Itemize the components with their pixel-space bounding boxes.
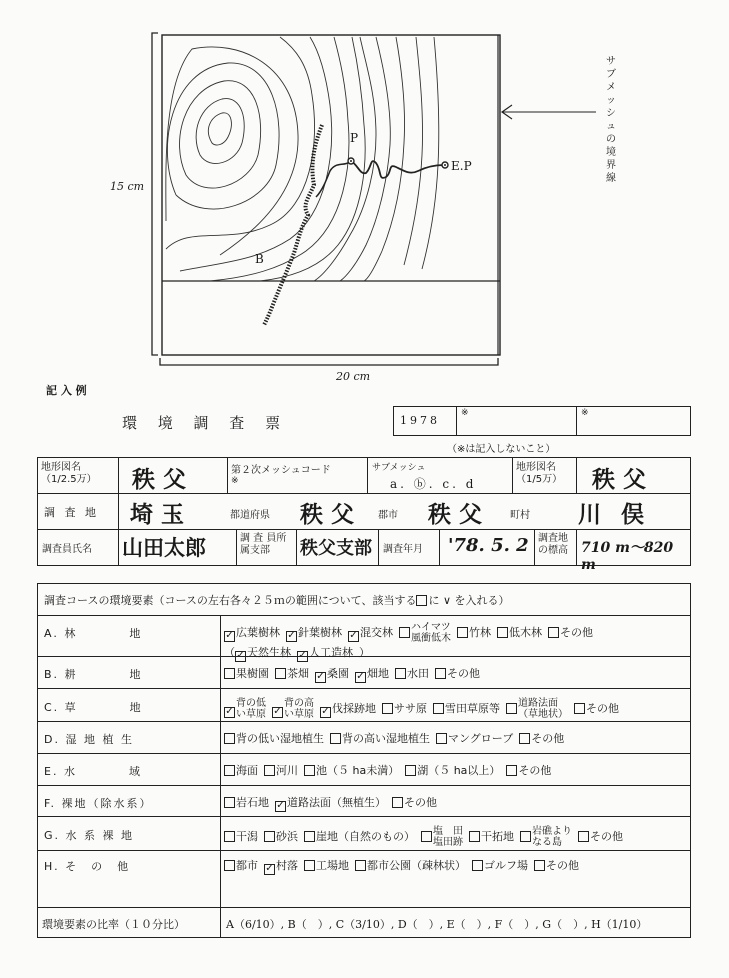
env-row-items xyxy=(224,730,686,746)
env-row-label: B. 耕 地 xyxy=(44,668,143,681)
map-label-ep: E.P xyxy=(451,159,472,173)
env-option[interactable] xyxy=(224,667,269,680)
form-title: 環 境 調 査 票 xyxy=(122,414,289,432)
env-option-label: 混交林 xyxy=(360,626,393,639)
town-value: 秩 父 xyxy=(428,501,483,528)
env-row-items xyxy=(224,857,686,875)
env-option-label-line: 背の低 xyxy=(236,698,266,709)
checkbox-icon[interactable] xyxy=(224,860,235,871)
site-label: 調 査 地 xyxy=(44,506,99,519)
env-option-label: 背の高い湿地植生 xyxy=(342,732,430,745)
checked-checkbox-icon[interactable] xyxy=(275,801,286,812)
ratio-row xyxy=(38,907,690,938)
env-option-label: 畑地 xyxy=(367,667,389,680)
env-option[interactable] xyxy=(534,859,579,872)
env-option-label: 広葉樹林 xyxy=(236,626,280,639)
env-option[interactable] xyxy=(469,830,514,843)
map-name2-value: 秩 父 xyxy=(592,466,647,493)
env-option-label: その他 xyxy=(518,764,552,777)
env-option-label-line: い草原 xyxy=(284,709,314,720)
locality-value: 川 俣 xyxy=(578,501,651,528)
checkbox-icon xyxy=(416,595,427,606)
env-option-label xyxy=(518,698,568,720)
env-option[interactable] xyxy=(304,859,349,872)
env-header-post: に ∨ を入れる） xyxy=(428,594,510,607)
checked-checkbox-icon[interactable] xyxy=(286,631,297,642)
env-option[interactable] xyxy=(355,667,389,680)
env-option-label: 池（５ ha未満） xyxy=(316,764,400,777)
checkbox-icon[interactable] xyxy=(520,831,531,842)
env-option-label: その他 xyxy=(447,667,480,680)
checkbox-icon[interactable] xyxy=(497,627,508,638)
checkbox-icon[interactable] xyxy=(275,668,286,679)
env-option[interactable] xyxy=(433,702,500,715)
env-option[interactable] xyxy=(224,626,280,639)
env-option-label: 針葉樹林 xyxy=(298,626,342,639)
map-width-label: 20 cm xyxy=(336,370,371,383)
year-field: 1978 xyxy=(400,414,440,427)
env-option[interactable] xyxy=(382,702,427,715)
checkbox-icon[interactable] xyxy=(574,703,585,714)
env-option[interactable] xyxy=(519,732,564,745)
env-row-items xyxy=(224,794,686,812)
env-row-items xyxy=(224,698,686,720)
prefecture-suffix: 都道府県 xyxy=(230,510,270,521)
env-option-label: その他 xyxy=(560,626,593,639)
checkbox-icon[interactable] xyxy=(392,797,403,808)
env-option-label xyxy=(284,698,314,720)
env-option-label: マングローブ xyxy=(448,732,514,745)
checkbox-icon[interactable] xyxy=(578,831,589,842)
env-option[interactable] xyxy=(435,667,480,680)
env-option[interactable] xyxy=(574,702,619,715)
env-option-label: その他 xyxy=(404,796,437,809)
env-table xyxy=(37,583,691,938)
checkbox-icon[interactable] xyxy=(304,765,315,776)
submesh-boundary-note: サブメッシュの境界線 xyxy=(606,56,616,184)
env-row xyxy=(38,850,690,879)
env-column-divider xyxy=(220,615,221,907)
env-option-label: 人工造林 xyxy=(309,646,353,659)
env-option-label: 雪田草原等 xyxy=(445,702,500,715)
env-option[interactable] xyxy=(405,764,500,777)
env-option-label-line: い草原 xyxy=(236,709,266,720)
date-label: 調査年月 xyxy=(383,544,423,555)
env-option[interactable] xyxy=(275,667,309,680)
env-option[interactable] xyxy=(304,830,415,843)
checkbox-icon[interactable] xyxy=(433,703,444,714)
checked-checkbox-icon[interactable] xyxy=(224,707,235,718)
info-table xyxy=(37,457,691,573)
checked-checkbox-icon[interactable] xyxy=(348,631,359,642)
env-header-pre: 調査コースの環境要素（コースの左右各々２５ｍの範囲について、該当する xyxy=(44,594,417,607)
checkbox-icon[interactable] xyxy=(395,668,406,679)
form-note: （※は記入しないこと） xyxy=(447,444,556,455)
checkbox-icon[interactable] xyxy=(548,627,559,638)
env-option-label xyxy=(411,622,451,644)
second-mesh-label: 第２次メッシュコード xyxy=(231,465,331,476)
branch-value: 秩父支部 xyxy=(300,538,372,559)
env-option-label: ゴルフ場 xyxy=(484,859,528,872)
env-option[interactable] xyxy=(275,796,386,809)
env-option-label: その他 xyxy=(546,859,579,872)
checkbox-icon[interactable] xyxy=(224,831,235,842)
env-option-label-line: （草地状） xyxy=(518,709,568,720)
elevation-label: 調査地の標高 xyxy=(538,533,568,556)
checkbox-icon[interactable] xyxy=(506,703,517,714)
env-option-label: 竹林 xyxy=(469,626,491,639)
env-row xyxy=(38,753,690,786)
env-option[interactable] xyxy=(264,859,298,872)
surveyor-label: 調査員氏名 xyxy=(42,544,92,555)
env-option[interactable] xyxy=(457,626,491,639)
env-option-label: その他 xyxy=(590,830,623,843)
surveyor-value: 山田太郎 xyxy=(122,535,206,560)
env-option-label: 天然生林 xyxy=(247,646,291,659)
env-option-label: 都市公園（疎林状） xyxy=(367,859,466,872)
submesh-label: サブメッシュ xyxy=(372,463,426,473)
date-value: '78. 5. 2 xyxy=(448,535,529,556)
env-option-label: 湖（５ ha以上） xyxy=(417,764,501,777)
env-option[interactable] xyxy=(264,764,298,777)
map-label-p: P xyxy=(350,131,359,145)
checkbox-icon[interactable] xyxy=(330,733,341,744)
env-option[interactable] xyxy=(421,826,463,848)
env-option[interactable] xyxy=(315,667,349,680)
id-mark-2: ※ xyxy=(581,408,589,418)
env-option[interactable] xyxy=(436,732,513,745)
env-option[interactable] xyxy=(472,859,528,872)
env-option[interactable] xyxy=(224,796,269,809)
checked-checkbox-icon[interactable] xyxy=(264,864,275,875)
env-option-label: 桑園 xyxy=(327,667,349,680)
checked-checkbox-icon[interactable] xyxy=(355,672,366,683)
env-option-label: その他 xyxy=(531,732,565,745)
env-option-label xyxy=(433,826,463,848)
env-option-label-line: 塩田跡 xyxy=(433,837,463,848)
env-row-label: E. 水 域 xyxy=(44,765,142,778)
checkbox-icon[interactable] xyxy=(224,668,235,679)
env-header xyxy=(44,592,510,608)
id-mark-1: ※ xyxy=(461,408,469,418)
env-option[interactable] xyxy=(399,622,451,644)
checkbox-icon[interactable] xyxy=(436,733,447,744)
example-label: 記 入 例 xyxy=(46,384,87,397)
env-row-label: H. そ の 他 xyxy=(44,860,131,873)
env-row-items xyxy=(224,826,686,848)
checkbox-icon[interactable] xyxy=(382,703,393,714)
env-option[interactable] xyxy=(224,732,324,745)
branch-label: 調 査 員所属支部 xyxy=(240,533,287,556)
checkbox-icon[interactable] xyxy=(224,797,235,808)
env-option-label-line: 塩 田 xyxy=(433,826,463,837)
env-option-label-line: なる島 xyxy=(532,837,562,848)
env-option[interactable] xyxy=(224,764,258,777)
env-option-label: 果樹園 xyxy=(236,667,269,680)
ratio-label: 環境要素の比率（１０分比） xyxy=(42,918,185,931)
env-option[interactable] xyxy=(224,859,258,872)
map-height-label: 15 cm xyxy=(110,180,145,193)
env-option-label-line: 道路法面 xyxy=(518,698,558,709)
map-label-b: B xyxy=(255,252,264,266)
env-option-label: 干拓地 xyxy=(481,830,514,843)
env-option[interactable] xyxy=(548,626,593,639)
checked-checkbox-icon[interactable] xyxy=(320,707,331,718)
env-option-label: 背の低い湿地植生 xyxy=(236,732,324,745)
env-option-label-line: ハイマツ xyxy=(411,622,451,633)
env-row xyxy=(38,816,690,851)
checkbox-icon[interactable] xyxy=(399,627,410,638)
env-option[interactable] xyxy=(578,830,623,843)
env-option-label: 干潟 xyxy=(236,830,258,843)
prefecture-value: 埼 玉 xyxy=(130,501,185,528)
map-name-value: 秩 父 xyxy=(132,466,187,493)
checkbox-icon[interactable] xyxy=(224,765,235,776)
checked-checkbox-icon[interactable] xyxy=(272,707,283,718)
env-option[interactable] xyxy=(355,859,466,872)
checkbox-icon[interactable] xyxy=(435,668,446,679)
checkbox-icon[interactable] xyxy=(264,831,275,842)
env-option[interactable] xyxy=(330,732,430,745)
env-option-label-line: 風衝低木 xyxy=(411,633,451,644)
env-row-label: G. 水 系 裸 地 xyxy=(44,829,135,842)
env-option-label: 砂浜 xyxy=(276,830,298,843)
checkbox-icon[interactable] xyxy=(355,860,366,871)
checkbox-icon[interactable] xyxy=(304,831,315,842)
env-row xyxy=(38,656,690,689)
env-option-label: 岩石地 xyxy=(236,796,269,809)
submesh-options: a. ⓑ. c. d xyxy=(390,477,477,491)
env-option-label: 工場地 xyxy=(316,859,349,872)
checkbox-icon[interactable] xyxy=(519,733,530,744)
env-option-label: 水田 xyxy=(407,667,429,680)
env-option[interactable] xyxy=(304,764,399,777)
env-option[interactable] xyxy=(348,626,393,639)
env-option[interactable] xyxy=(224,830,258,843)
env-option-label: 村落 xyxy=(276,859,298,872)
env-option-label-line: 岩礁より xyxy=(532,826,572,837)
env-option[interactable] xyxy=(224,698,266,720)
env-option-label: 伐採跡地 xyxy=(332,702,376,715)
env-row xyxy=(38,785,690,817)
checkbox-icon[interactable] xyxy=(224,733,235,744)
elevation-value: 710 m〜820 m xyxy=(581,540,674,573)
env-option-label: ササ原 xyxy=(394,702,427,715)
checkbox-icon[interactable] xyxy=(457,627,468,638)
checkbox-icon[interactable] xyxy=(469,831,480,842)
env-option-label xyxy=(236,698,266,720)
env-row-label: D. 湿 地 植 生 xyxy=(44,733,134,746)
town-suffix: 町村 xyxy=(510,510,530,521)
env-option-label: 道路法面（無植生） xyxy=(287,796,386,809)
env-option[interactable] xyxy=(497,626,542,639)
env-option-label: その他 xyxy=(586,702,619,715)
map-name-label: 地形図名（1/2.5万） xyxy=(41,462,97,485)
ratio-value: A（6/10）, B（ ）, C（3/10）, D（ ）, E（ ）, F（ ）, G（ ）, H（1/10） xyxy=(226,918,648,931)
env-row xyxy=(38,721,690,754)
id-box xyxy=(393,406,691,436)
env-option-label: 都市 xyxy=(236,859,258,872)
env-option-label: 茶畑 xyxy=(287,667,309,680)
paren: ） xyxy=(359,646,370,659)
env-option[interactable] xyxy=(506,764,551,777)
paren: （ xyxy=(224,646,235,659)
map-name2-label: 地形図名（1/5万） xyxy=(516,462,563,485)
env-option-label xyxy=(532,826,572,848)
checkbox-icon[interactable] xyxy=(405,765,416,776)
env-option-label: 河川 xyxy=(276,764,298,777)
checkbox-icon[interactable] xyxy=(264,765,275,776)
env-row-label: F. 裸地（除水系） xyxy=(44,797,153,810)
env-option[interactable] xyxy=(264,830,298,843)
county-suffix: 郡市 xyxy=(378,510,398,521)
env-option-label-line: 背の高 xyxy=(284,698,314,709)
env-row-items xyxy=(224,665,686,683)
env-row-items xyxy=(224,762,686,778)
checkbox-icon[interactable] xyxy=(472,860,483,871)
env-row xyxy=(38,615,690,657)
env-row-label: C. 草 地 xyxy=(44,701,143,714)
county-value: 秩 父 xyxy=(300,501,355,528)
checkbox-icon[interactable] xyxy=(304,860,315,871)
env-row-label: A. 林 地 xyxy=(44,627,143,640)
checked-checkbox-icon[interactable] xyxy=(315,672,326,683)
env-option[interactable] xyxy=(272,698,314,720)
checkbox-icon[interactable] xyxy=(534,860,545,871)
env-option-label: 低木林 xyxy=(509,626,542,639)
checkbox-icon[interactable] xyxy=(421,831,432,842)
env-option[interactable] xyxy=(506,698,568,720)
env-option-label: 海面 xyxy=(236,764,258,777)
env-option[interactable] xyxy=(520,826,572,848)
env-option[interactable] xyxy=(320,702,376,715)
env-option-label: 崖地（自然のもの） xyxy=(316,830,415,843)
env-row xyxy=(38,688,690,722)
env-option[interactable] xyxy=(392,796,437,809)
env-option[interactable] xyxy=(286,626,342,639)
second-mesh-mark: ※ xyxy=(231,476,239,486)
checkbox-icon[interactable] xyxy=(506,765,517,776)
env-option[interactable] xyxy=(395,667,429,680)
checked-checkbox-icon[interactable] xyxy=(224,631,235,642)
